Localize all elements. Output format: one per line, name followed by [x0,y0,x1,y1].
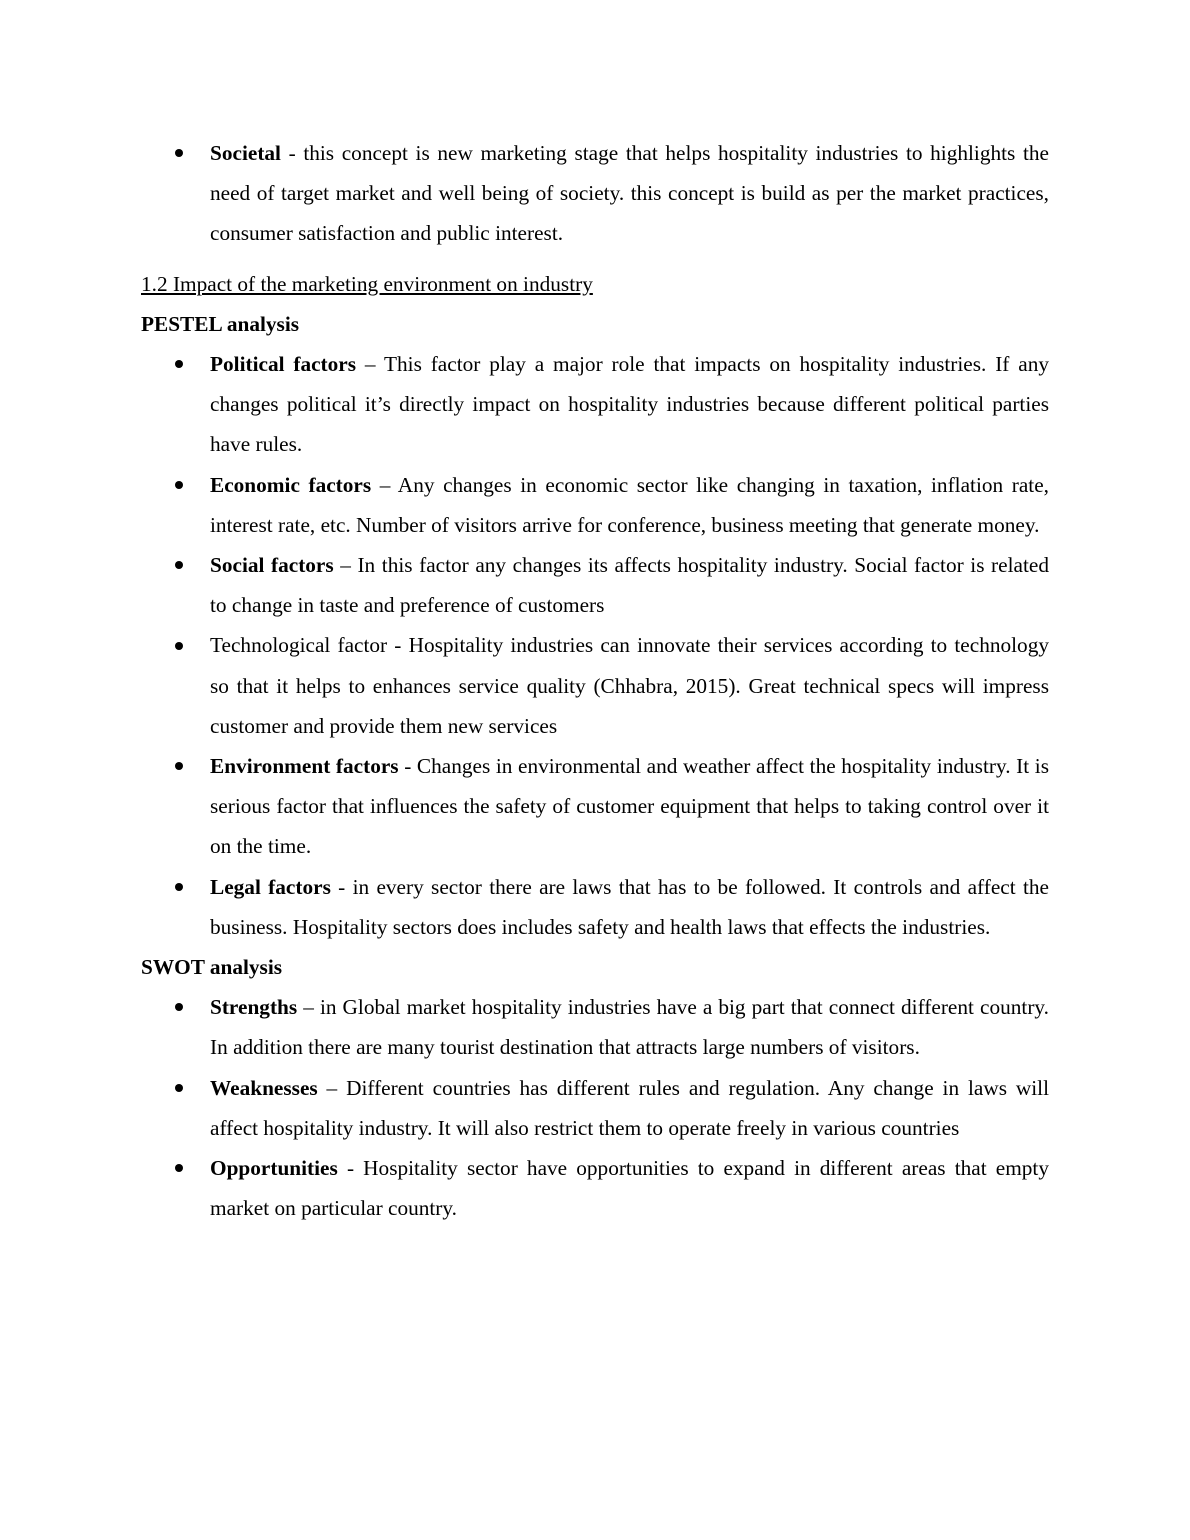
bullet-icon [171,746,187,786]
section-heading: 1.2 Impact of the marketing environment on industry [141,271,593,296]
item-term: Societal [210,141,281,165]
item-text: Technological factor - Hospitality industries can innovate their services according to technology so that it helps to enhances service quality (Chhabra, 2015). Great technical specs will impress customer and provide them new services [210,633,1049,738]
item-text: - in every sector there are laws that has to be followed. It controls and affect the business. Hospitality sectors does includes safety and health laws that effects the industries. [210,874,1049,939]
bullet-icon [171,465,187,505]
item-term: Political factors [210,352,357,377]
concepts-list [141,133,1049,254]
list-item [141,1068,1049,1148]
spacer [141,254,1049,264]
item-term: Strengths [210,995,298,1020]
item-text: – This factor play a major role that impacts on hospitality industries. If any changes political it’s directly impact on hospitality industries because different political parties have rules. [210,352,1049,457]
swot-heading: SWOT analysis [141,955,283,980]
item-text: - this concept is new marketing stage that helps hospitality industries to highlights the need of target market and well being of society. this concept is build as per the market practices, consumer satisfaction and public interest. [210,141,1049,246]
item-term: Social factors [210,553,334,578]
bullet-icon [171,1068,187,1108]
list-item [141,987,1049,1067]
bullet-icon [171,133,187,173]
swot-list [141,987,1049,1228]
item-term: Opportunities [210,1156,338,1181]
item-text: - Hospitality sector have opportunities to expand in different areas that empty market on particular country. [210,1156,1049,1221]
list-item [141,545,1049,625]
pestel-list [141,344,1049,947]
bullet-icon [171,867,187,907]
list-item [141,867,1049,947]
item-term: Weaknesses [210,1075,318,1100]
pestel-heading: PESTEL analysis [141,311,300,336]
bullet-icon [171,344,187,384]
bullet-icon [171,625,187,665]
bullet-icon [171,545,187,585]
item-text: - Changes in environmental and weather affect the hospitality industry. It is serious factor that influences the safety of customer equipment that helps to taking control over it on the time. [210,754,1049,859]
list-item [141,344,1049,465]
bullet-icon [171,987,187,1027]
item-term: Legal factors [210,874,331,899]
bullet-icon [171,1148,187,1188]
item-text: – In this factor any changes its affects hospitality industry. Social factor is related to change in taste and preference of customers [210,553,1049,618]
list-item [141,133,1049,254]
item-text: – Different countries has different rules and regulation. Any change in laws will affect hospitality industry. It will also restrict them to operate freely in various countries [210,1075,1049,1140]
item-text: – Any changes in economic sector like changing in taxation, inflation rate, interest rate, etc. Number of visitors arrive for conference, business meeting that generate money. [210,472,1049,537]
list-item [141,465,1049,545]
item-text: – in Global market hospitality industries have a big part that connect different country. In addition there are many tourist destination that attracts large numbers of visitors. [210,995,1049,1060]
list-item [141,1148,1049,1228]
list-item [141,625,1049,746]
list-item [141,746,1049,867]
document-body [141,133,1049,1228]
item-term: Environment factors [210,754,399,779]
item-term: Economic factors [210,472,372,497]
